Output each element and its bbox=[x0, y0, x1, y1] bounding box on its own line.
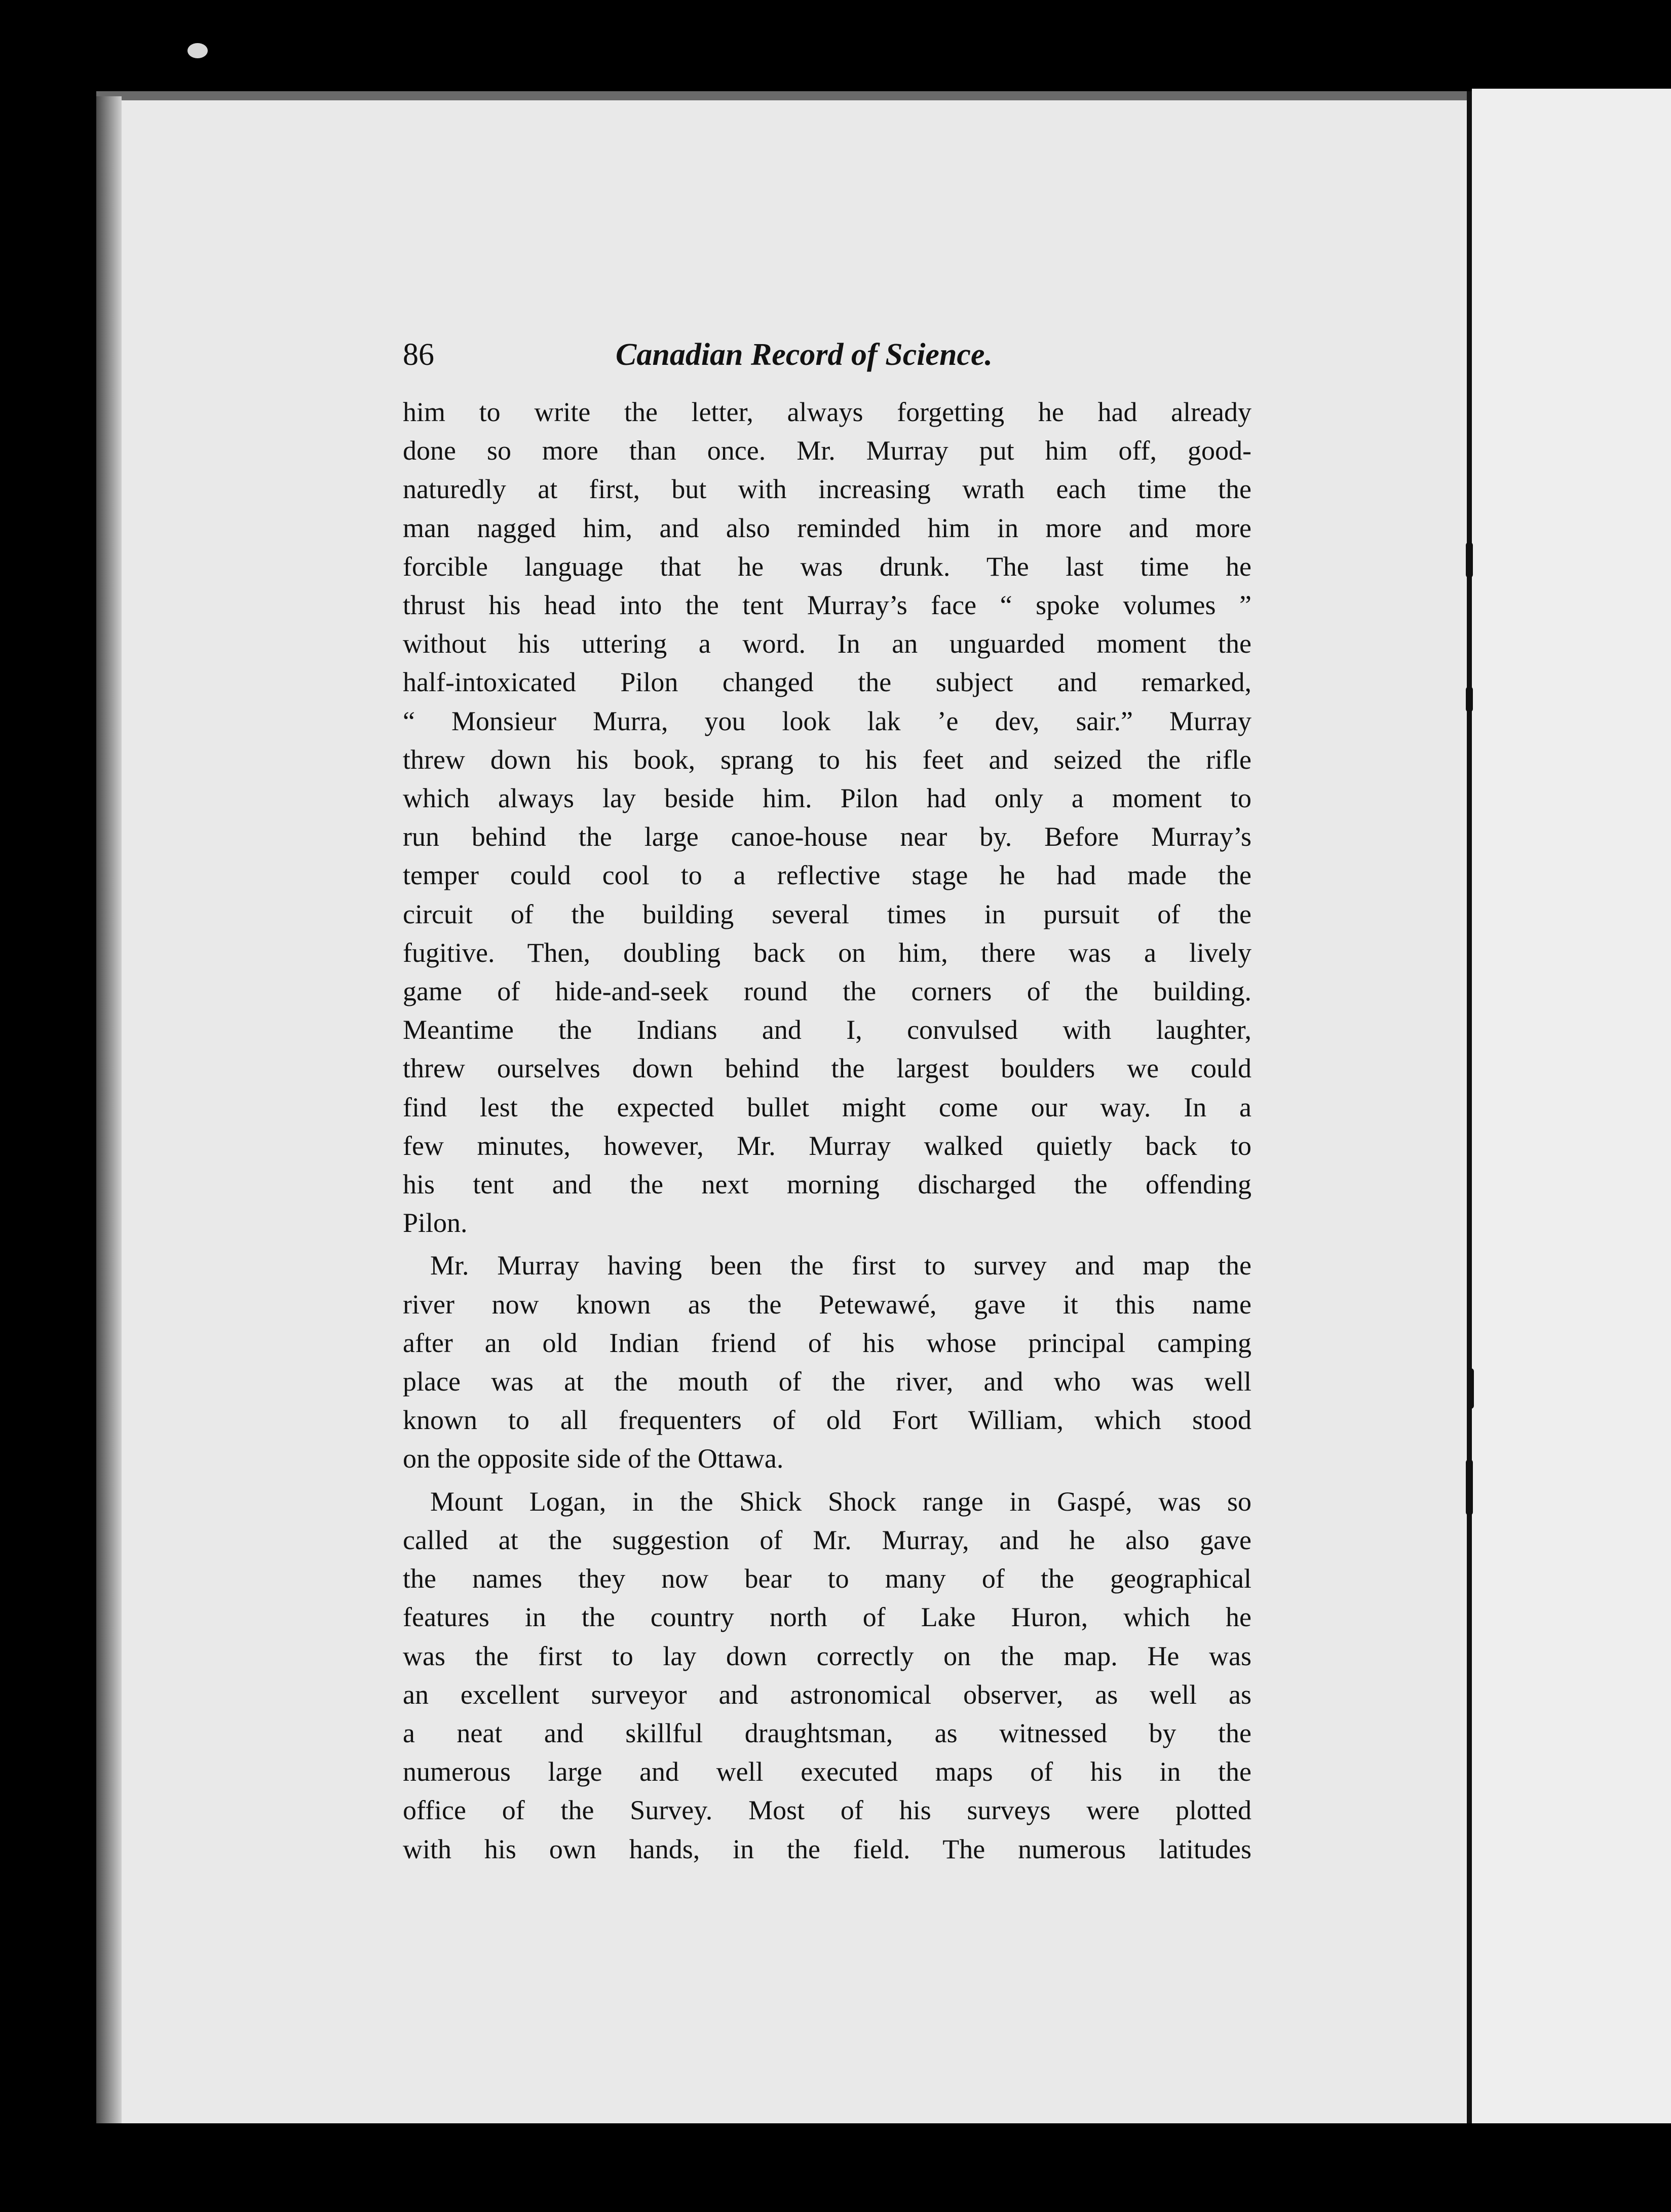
text-line: find lest the expected bullet might come our way. In a bbox=[403, 1092, 1251, 1122]
text-line: threw down his book, sprang to his feet and seized the rifle bbox=[403, 744, 1251, 775]
text-line: his tent and the next morning discharged the offending bbox=[403, 1169, 1251, 1200]
text-line: fugitive. Then, doubling back on him, there was a lively bbox=[403, 937, 1251, 968]
text-line: office of the Survey. Most of his surveys were plotted bbox=[403, 1795, 1251, 1826]
paragraph bbox=[403, 393, 1251, 1242]
text-line: place was at the mouth of the river, and who was well bbox=[403, 1366, 1251, 1397]
text-line: done so more than once. Mr. Murray put him off, good- bbox=[403, 435, 1251, 466]
binding-mark bbox=[1467, 1368, 1474, 1409]
text-column bbox=[403, 337, 1251, 1868]
text-line: forcible language that he was drunk. The last time he bbox=[403, 551, 1251, 582]
running-head bbox=[403, 337, 1251, 393]
text-line: “ Monsieur Murra, you look lak ’e dev, sair.” Murray bbox=[403, 705, 1251, 736]
text-line: man nagged him, and also reminded him in more and more bbox=[403, 512, 1251, 543]
text-line: half-intoxicated Pilon changed the subject and remarked, bbox=[403, 667, 1251, 698]
text-line: the names they now bear to many of the geographical bbox=[403, 1563, 1251, 1594]
text-line: features in the country north of Lake Huron, which he bbox=[403, 1602, 1251, 1633]
text-line: naturedly at first, but with increasing wrath each time the bbox=[403, 474, 1251, 505]
paragraph bbox=[403, 1246, 1251, 1478]
text-line: game of hide-and-seek round the corners of the building. bbox=[403, 976, 1251, 1007]
text-line: few minutes, however, Mr. Murray walked quietly back to bbox=[403, 1130, 1251, 1161]
text-line: Meantime the Indians and I, convulsed with laughter, bbox=[403, 1015, 1251, 1045]
text-line: was the first to lay down correctly on the map. He was bbox=[403, 1640, 1251, 1671]
text-line: him to write the letter, always forgetting he had already bbox=[403, 397, 1251, 427]
text-line: on the opposite side of the Ottawa. bbox=[403, 1443, 784, 1474]
text-line: river now known as the Petewawé, gave it this name bbox=[403, 1289, 1251, 1320]
binding-mark bbox=[1466, 542, 1473, 578]
page-number: 86 bbox=[403, 338, 434, 372]
text-line: without his uttering a word. In an unguarded moment the bbox=[403, 628, 1251, 659]
text-line: which always lay beside him. Pilon had only a moment to bbox=[403, 783, 1251, 814]
text-line: threw ourselves down behind the largest boulders we could bbox=[403, 1053, 1251, 1084]
text-line: an excellent surveyor and astronomical observer, as well as bbox=[403, 1679, 1251, 1710]
paragraph bbox=[403, 1482, 1251, 1868]
adjacent-page bbox=[1472, 89, 1671, 2123]
text-line: Mount Logan, in the Shick Shock range in Gaspé, was so bbox=[403, 1486, 1251, 1517]
text-line: Mr. Murray having been the first to survey and map the bbox=[403, 1250, 1251, 1281]
binding-mark bbox=[1466, 687, 1473, 712]
text-line: numerous large and well executed maps of his in the bbox=[403, 1756, 1251, 1787]
text-line: run behind the large canoe-house near by. Before Murray’s bbox=[403, 821, 1251, 852]
dust-speck bbox=[187, 43, 208, 58]
page-edge-shadow bbox=[96, 96, 122, 2123]
journal-title: Canadian Record of Science. bbox=[616, 338, 993, 372]
binding-mark bbox=[1466, 1459, 1473, 1515]
text-line: thrust his head into the tent Murray’s face “ spoke volumes ” bbox=[403, 590, 1251, 621]
text-line: after an old Indian friend of his whose principal camping bbox=[403, 1327, 1251, 1358]
text-line: temper could cool to a reflective stage he had made the bbox=[403, 860, 1251, 891]
text-line: circuit of the building several times in pursuit of the bbox=[403, 898, 1251, 929]
text-line: known to all frequenters of old Fort William, which stood bbox=[403, 1405, 1251, 1436]
text-line: with his own hands, in the field. The numerous latitudes bbox=[403, 1833, 1251, 1864]
body-text bbox=[403, 393, 1251, 1868]
text-line: a neat and skillful draughtsman, as witnessed by the bbox=[403, 1717, 1251, 1748]
text-line: called at the suggestion of Mr. Murray, and he also gave bbox=[403, 1524, 1251, 1555]
text-line: Pilon. bbox=[403, 1208, 468, 1239]
page-gutter bbox=[1467, 91, 1472, 2123]
